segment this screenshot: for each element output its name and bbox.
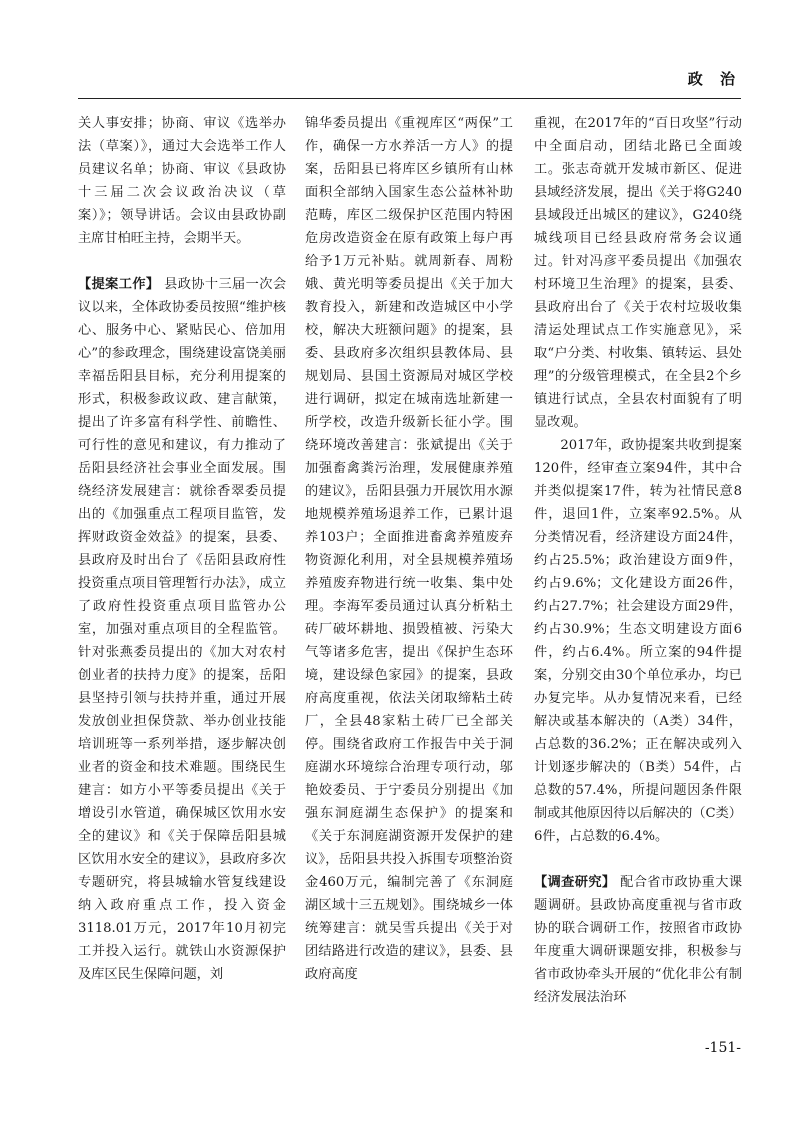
column-1: [78, 112, 286, 1042]
section-label: 【提案工作】: [78, 277, 160, 292]
paragraph: 重视，在2017年的“百日攻坚”行动中全面启动，团结北路已全面竣工。张志奇就开发城市新区、促进县域经济发展，提出《关于将G240县域段迁出城区的建议》，G240绕城线项目已经县政府常务会议通过。针对冯彦平委员提出《加强农村环境卫生治理》的提案，县委、县政府出台了《关于农村垃圾收集清运处理试点工作实施意见》，采取“户分类、村收集、镇转运、县处理”的分级管理模式，在全县2个乡镇进行试点，全县农村面貌有了明显改观。: [534, 116, 742, 430]
section-text: 县政协十三届一次会议以来，全体政协委员按照“维护核心、服务中心、紧贴民心、倍加用心”的参政理念，围绕建设富饶美丽幸福岳阳县目标，充分利用提案的形式，积极参政议政、建言献策，提出了许多富有科学性、前瞻性、可行性的意见和建议，有力推动了岳阳县经济社会事业全面发展。围绕经济发展建言：就徐香翠委员提出的《加强重点工程项目监管，发挥财政资金效益》的提案，县委、县政府及时出台了《岳阳县政府性投资重点项目管理暂行办法》，成立了政府性投资重点项目监管办公室，加强对重点项目的全程监管。针对张燕委员提出的《加大对农村创业者的扶持力度》的提案，岳阳县坚持引领与扶持并重，通过开展发放创业担保贷款、举办创业技能培训班等一系列举措，逐步解决创业者的资金和技术难题。围绕民生建言：如方小平等委员提出《关于增设引水管道，确保城区饮用水安全的建议》和《关于保障岳阳县城区饮用水安全的建议》，县政府多次专题研究，将县城输水管复线建设纳入政府重点工作，投入资金3118.01万元，2017年10月初完工并投入运行。就铁山水资源保护及库区民生保障问题，刘: [78, 277, 286, 982]
page-number: -151-: [704, 1040, 741, 1056]
column-2: [305, 112, 513, 1042]
text-columns: [78, 112, 741, 1042]
section-proposal-work: [78, 273, 286, 986]
column-3: [534, 112, 742, 1042]
paragraph-statistics: 2017年，政协提案共收到提案120件，经审查立案94件，其中合并类似提案17件，转为社情民意8件，退回1件，立案率92.5%。从分类情况看，经济建设方面24件，约占25.5%；政治建设方面9件，约占9.6%；文化建设方面26件，约占27.7%；社会建设方面29件，约占30.9%；生态文明建设方面6件，约占6.4%。所立案的94件提案，分别交由30个单位承办，均已办复完毕。从办复情况来看，已经解决或基本解决的（A类）34件，占总数的36.2%；正在解决或列入计划逐步解决的（B类）54件，占总数的57.4%，所提问题因条件限制或其他原因待以后解决的（C类）6件，占总数的6.4%。: [534, 438, 742, 844]
section-title: 政 治: [687, 70, 741, 88]
section-research: [534, 871, 742, 1009]
paragraph: 锦华委员提出《重视库区“两保”工作，确保一方水养活一方人》的提案，岳阳县已将库区乡镇所有山林面积全部纳入国家生态公益林补助范畴，库区二级保护区范围内特困危房改造资金在原有政策上每户再给予1万元补贴。就周新春、周粉娥、黄光明等委员提出《关于加大教育投入，新建和改造城区中小学校，解决大班额问题》的提案，县委、县政府多次组织县教体局、县规划局、县国土资源局对城区学校进行调研，拟定在城南选址新建一所学校，改造升级新长征小学。围绕环境改善建言：张斌提出《关于加强畜禽粪污治理，发展健康养殖的建议》，岳阳县强力开展饮用水源地规模养殖场退养工作，已累计退养103户；全面推进畜禽养殖废弃物资源化利用，对全县规模养殖场养殖废弃物进行统一收集、集中处理。李海军委员通过认真分析粘土砖厂破坏耕地、损毁植被、污染大气等诸多危害，提出《保护生态环境，建设绿色家园》的提案，县政府高度重视，依法关闭取缔粘土砖厂，全县48家粘土砖厂已全部关停。围绕省政府工作报告中关于洞庭湖水环境综合治理专项行动，邬艳姣委员、于宁委员分别提出《加强东洞庭湖生态保护》的提案和《关于东洞庭湖资源开发保护的建议》，岳阳县共投入拆围专项整治资金460万元，编制完善了《东洞庭湖区域十三五规划》。围绕城乡一体统筹建言：就吴雪兵提出《关于对团结路进行改造的建议》，县委、县政府高度: [305, 116, 513, 982]
section-label: 【调查研究】: [534, 875, 616, 890]
section-text: 配合省市政协重大课题调研。县政协高度重视与省市政协的联合调研工作，按照省市政协年度重大调研课题安排，积极参与省市政协牵头开展的“优化非公有制经济发展法治环: [534, 875, 742, 1005]
running-header: [78, 62, 741, 99]
paragraph: 关人事安排；协商、审议《选举办法（草案）》，通过大会选举工作人员建议名单；协商、审议《县政协十三届二次会议政治决议（草案）》；领导讲话。会议由县政协副主席甘柏旺主持，会期半天。: [78, 116, 286, 246]
